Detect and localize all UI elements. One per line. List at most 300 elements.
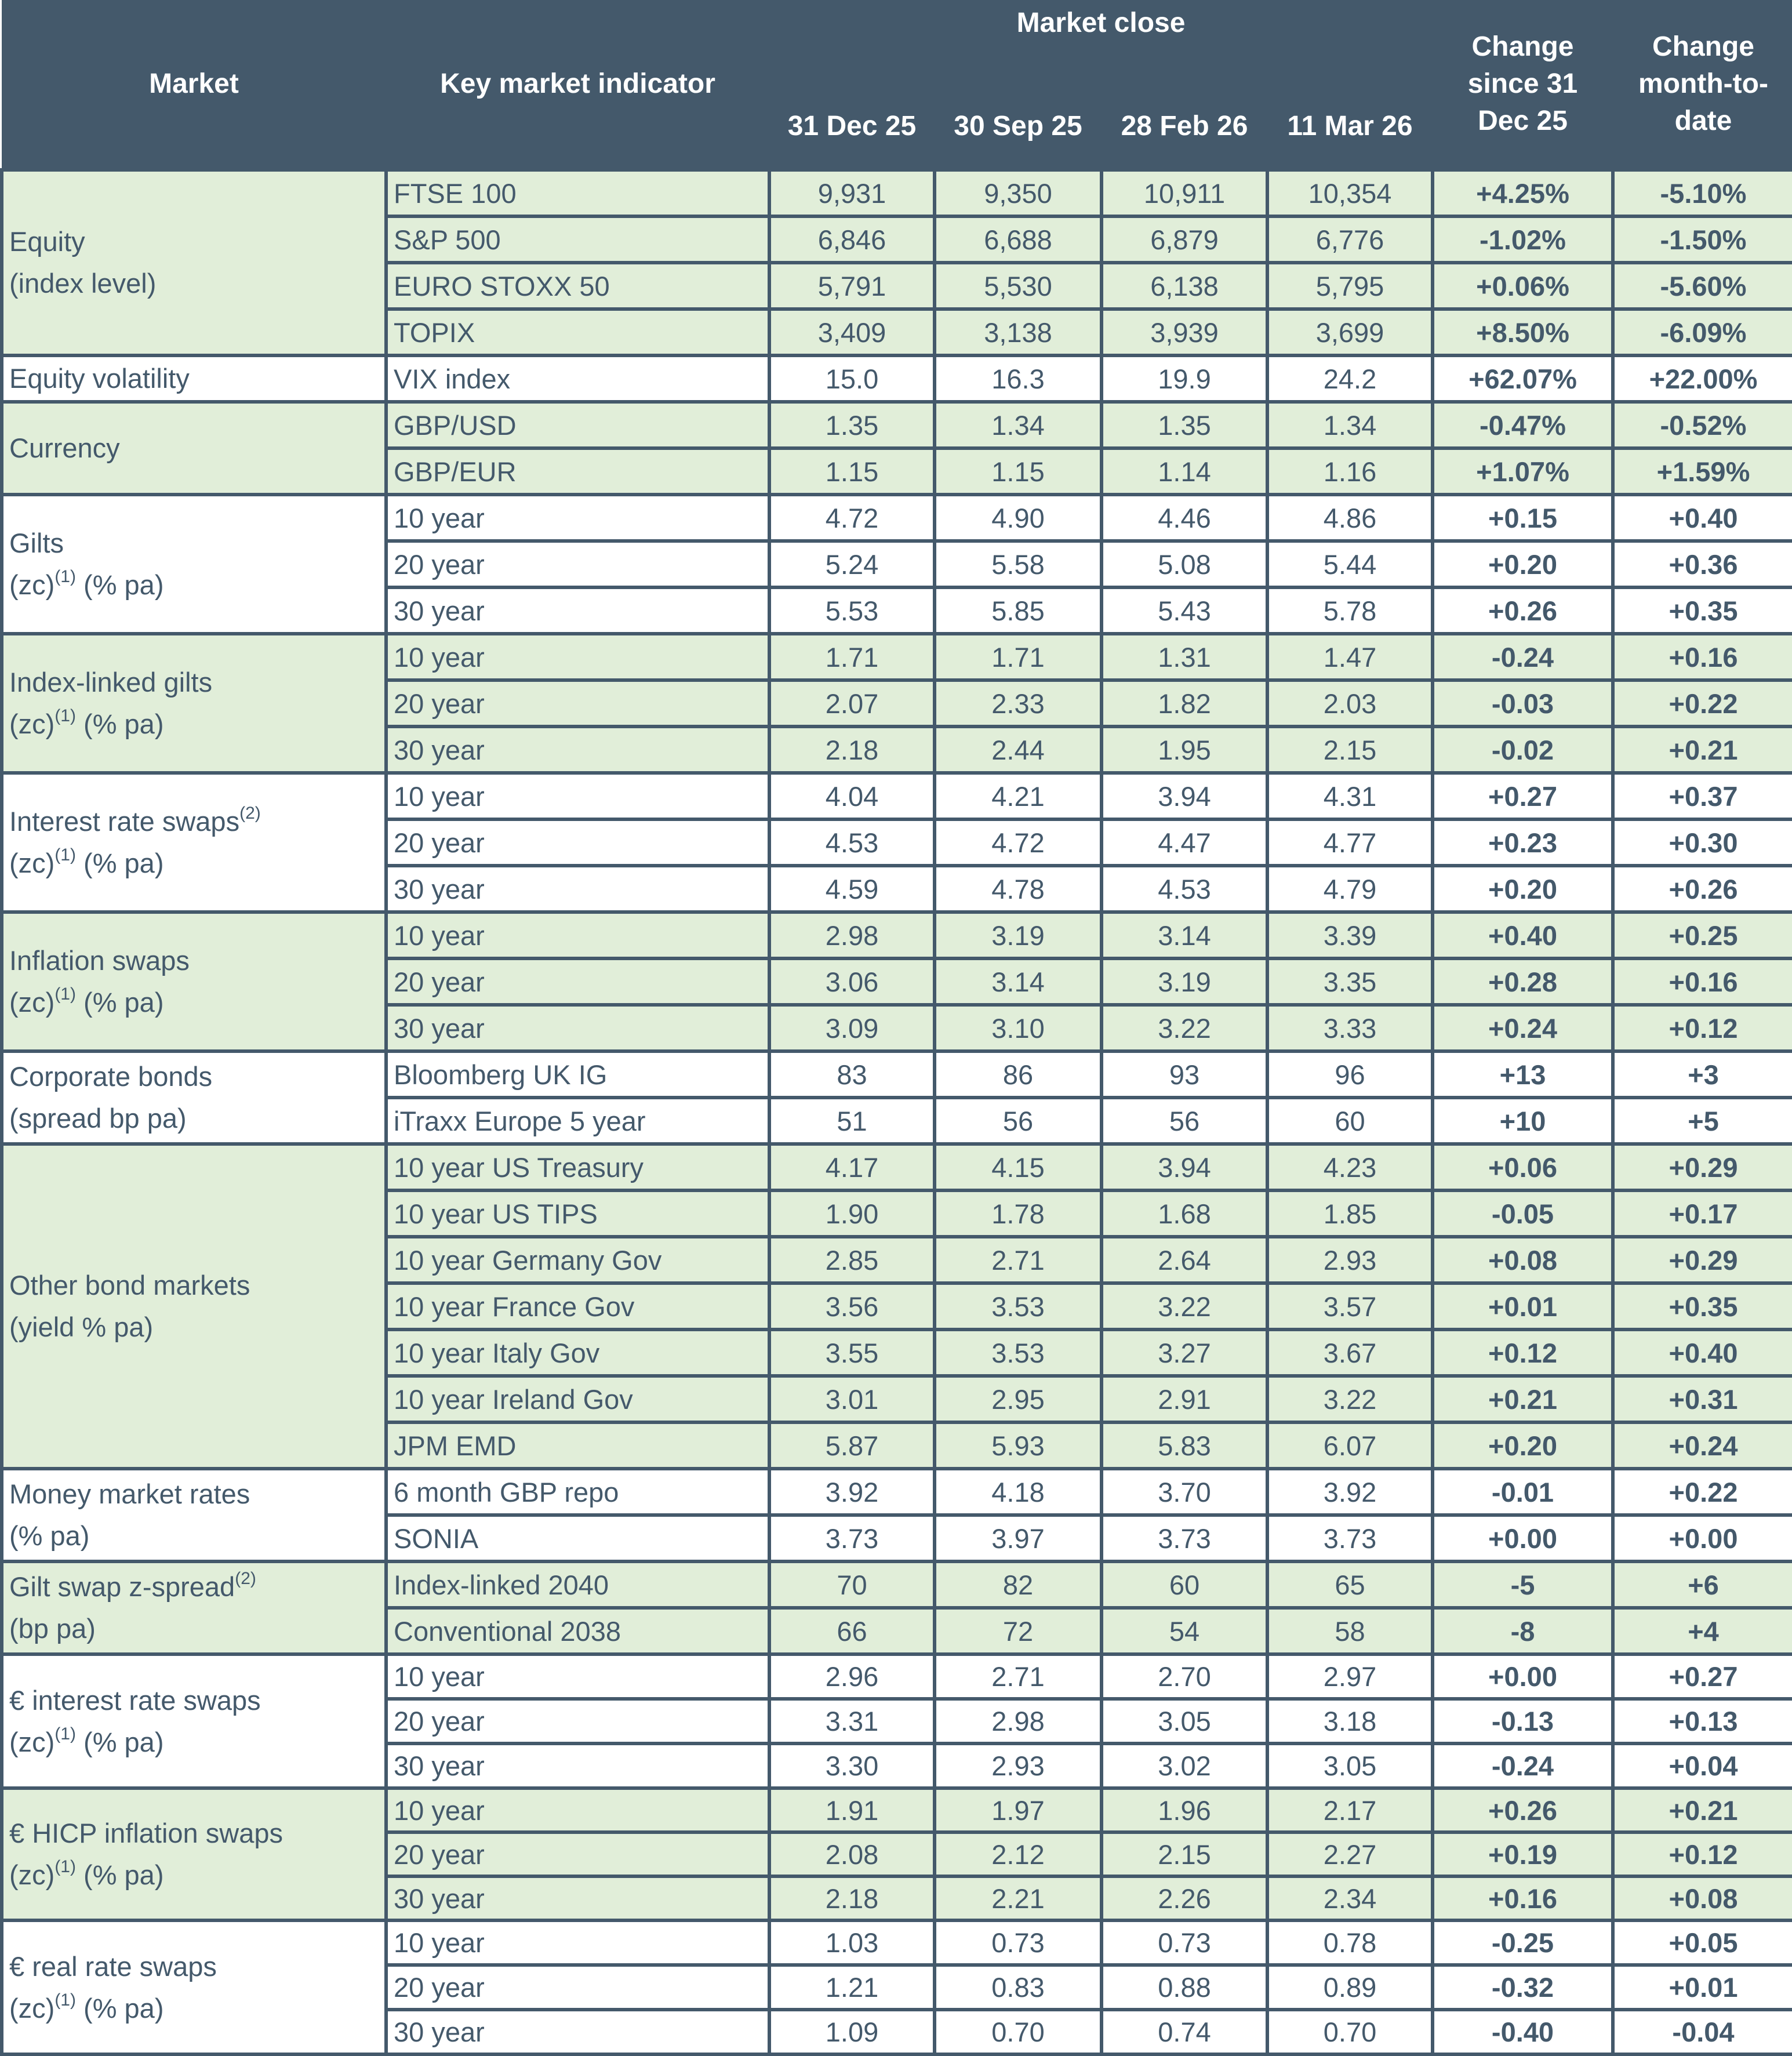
indicator-name: Bloomberg UK IG: [386, 1051, 769, 1098]
change-since-value: +0.16: [1433, 1876, 1613, 1920]
market-close-value: 2.07: [769, 680, 935, 726]
market-close-value: 4.18: [935, 1469, 1102, 1515]
indicator-name: 6 month GBP repo: [386, 1469, 769, 1515]
market-close-value: 6.07: [1267, 1422, 1433, 1469]
market-name: Equity volatility: [9, 363, 190, 394]
market-close-value: 19.9: [1102, 355, 1267, 402]
indicator-name: TOPIX: [386, 309, 769, 355]
header-date-30-sep-25: 30 Sep 25: [935, 51, 1102, 170]
market-label: [2, 495, 386, 634]
indicator-name: Conventional 2038: [386, 1608, 769, 1654]
market-name: Gilts: [9, 528, 64, 558]
market-unit-suffix: (% pa): [75, 848, 164, 878]
market-unit: (zc): [9, 569, 55, 600]
indicator-name: GBP/EUR: [386, 448, 769, 495]
market-label: [2, 1144, 386, 1469]
change-since-value: +0.15: [1433, 495, 1613, 541]
indicator-name: 20 year: [386, 1699, 769, 1743]
change-since-value: -0.40: [1433, 2010, 1613, 2054]
market-close-value: 5.43: [1102, 587, 1267, 634]
market-close-value: 1.21: [769, 1965, 935, 2010]
change-since-value: +0.28: [1433, 958, 1613, 1005]
market-close-value: 3.02: [1102, 1743, 1267, 1788]
market-close-value: 4.47: [1102, 819, 1267, 866]
header-date-31-dec-25: 31 Dec 25: [769, 51, 935, 170]
market-close-value: 2.15: [1102, 1832, 1267, 1876]
change-since-value: -0.05: [1433, 1190, 1613, 1237]
change-since-value: -0.03: [1433, 680, 1613, 726]
market-label: [2, 402, 386, 495]
market-close-value: 24.2: [1267, 355, 1433, 402]
indicator-name: 20 year: [386, 1965, 769, 2010]
change-mtd-value: +0.05: [1613, 1920, 1792, 1965]
change-mtd-value: +0.16: [1613, 958, 1792, 1005]
change-since-value: +0.20: [1433, 541, 1613, 587]
market-name: € interest rate swaps: [9, 1684, 261, 1716]
market-close-value: 6,879: [1102, 216, 1267, 263]
change-since-value: +0.26: [1433, 587, 1613, 634]
change-since-value: +0.40: [1433, 912, 1613, 958]
table-row: [2, 634, 1792, 680]
market-name: Index-linked gilts: [9, 667, 213, 698]
market-close-value: 4.53: [1102, 866, 1267, 912]
market-close-value: 1.97: [935, 1788, 1102, 1832]
change-mtd-value: +0.16: [1613, 634, 1792, 680]
market-close-value: 2.12: [935, 1832, 1102, 1876]
market-close-value: 9,350: [935, 170, 1102, 216]
market-close-value: 4.23: [1267, 1144, 1433, 1190]
indicator-name: 20 year: [386, 541, 769, 587]
market-close-value: 3.92: [769, 1469, 935, 1515]
market-close-value: 3.73: [1102, 1515, 1267, 1561]
change-mtd-value: +0.24: [1613, 1422, 1792, 1469]
footnote-marker: (1): [54, 985, 76, 1004]
market-close-value: 51: [769, 1098, 935, 1144]
market-close-value: 5.53: [769, 587, 935, 634]
market-unit-suffix: (% pa): [75, 987, 164, 1018]
indicator-name: 30 year: [386, 866, 769, 912]
market-close-value: 6,776: [1267, 216, 1433, 263]
change-since-value: -0.24: [1433, 634, 1613, 680]
market-close-value: 4.31: [1267, 773, 1433, 819]
market-close-value: 3.01: [769, 1376, 935, 1422]
market-close-value: 72: [935, 1608, 1102, 1654]
change-mtd-value: +0.21: [1613, 1788, 1792, 1832]
indicator-name: FTSE 100: [386, 170, 769, 216]
market-close-value: 0.88: [1102, 1965, 1267, 2010]
change-mtd-value: +0.04: [1613, 1743, 1792, 1788]
market-close-value: 1.91: [769, 1788, 935, 1832]
change-mtd-value: +0.21: [1613, 726, 1792, 773]
market-close-value: 4.53: [769, 819, 935, 866]
table-row: [2, 773, 1792, 819]
change-since-value: -0.32: [1433, 1965, 1613, 2010]
change-mtd-value: -5.60%: [1613, 263, 1792, 309]
market-close-value: 1.03: [769, 1920, 935, 1965]
market-close-value: 3.39: [1267, 912, 1433, 958]
market-close-value: 1.16: [1267, 448, 1433, 495]
change-mtd-value: +5: [1613, 1098, 1792, 1144]
market-close-value: 54: [1102, 1608, 1267, 1654]
change-mtd-value: +0.26: [1613, 866, 1792, 912]
change-since-value: +0.21: [1433, 1376, 1613, 1422]
market-close-value: 60: [1102, 1561, 1267, 1608]
change-mtd-value: +0.30: [1613, 819, 1792, 866]
change-mtd-value: +0.31: [1613, 1376, 1792, 1422]
market-close-value: 4.17: [769, 1144, 935, 1190]
market-close-value: 6,688: [935, 216, 1102, 263]
change-mtd-value: +0.17: [1613, 1190, 1792, 1237]
market-name: Gilt swap z-spread: [9, 1571, 235, 1602]
change-since-value: -0.47%: [1433, 402, 1613, 448]
change-mtd-value: +0.00: [1613, 1515, 1792, 1561]
market-close-value: 2.08: [769, 1832, 935, 1876]
table-row: [2, 1144, 1792, 1190]
market-close-value: 0.89: [1267, 1965, 1433, 2010]
market-unit-suffix: (% pa): [75, 1726, 164, 1757]
indicator-name: 20 year: [386, 680, 769, 726]
table-row: [2, 170, 1792, 216]
indicator-name: Index-linked 2040: [386, 1561, 769, 1608]
market-close-value: 4.46: [1102, 495, 1267, 541]
change-since-value: +0.12: [1433, 1330, 1613, 1376]
table-row: [2, 355, 1792, 402]
market-close-value: 3.35: [1267, 958, 1433, 1005]
market-close-value: 4.90: [935, 495, 1102, 541]
table-row: [2, 1051, 1792, 1098]
market-close-value: 1.78: [935, 1190, 1102, 1237]
market-close-value: 60: [1267, 1098, 1433, 1144]
change-mtd-value: -1.50%: [1613, 216, 1792, 263]
change-mtd-value: +0.29: [1613, 1237, 1792, 1283]
indicator-name: 10 year France Gov: [386, 1283, 769, 1330]
market-close-value: 1.96: [1102, 1788, 1267, 1832]
change-mtd-value: +0.08: [1613, 1876, 1792, 1920]
table-row: [2, 495, 1792, 541]
market-name: Interest rate swaps: [9, 806, 240, 837]
change-mtd-value: -0.04: [1613, 2010, 1792, 2054]
change-mtd-value: +0.40: [1613, 1330, 1792, 1376]
market-name: Inflation swaps: [9, 945, 190, 976]
change-since-value: +62.07%: [1433, 355, 1613, 402]
market-close-value: 3.09: [769, 1005, 935, 1051]
indicator-name: 10 year: [386, 634, 769, 680]
market-close-value: 3.27: [1102, 1330, 1267, 1376]
indicator-name: 20 year: [386, 819, 769, 866]
indicator-name: 30 year: [386, 2010, 769, 2054]
market-close-value: 3.94: [1102, 1144, 1267, 1190]
market-close-value: 3,138: [935, 309, 1102, 355]
change-mtd-value: +0.37: [1613, 773, 1792, 819]
market-close-value: 1.68: [1102, 1190, 1267, 1237]
footnote-marker: (1): [54, 1857, 76, 1877]
market-close-value: 3.22: [1102, 1283, 1267, 1330]
market-close-value: 2.93: [935, 1743, 1102, 1788]
market-close-value: 2.96: [769, 1654, 935, 1699]
market-close-value: 5,795: [1267, 263, 1433, 309]
market-close-value: 2.70: [1102, 1654, 1267, 1699]
market-close-value: 1.09: [769, 2010, 935, 2054]
market-close-value: 1.71: [935, 634, 1102, 680]
header-market-close: Market close: [769, 0, 1433, 51]
market-close-value: 3.14: [935, 958, 1102, 1005]
market-close-value: 2.18: [769, 726, 935, 773]
market-close-value: 2.93: [1267, 1237, 1433, 1283]
market-close-value: 96: [1267, 1051, 1433, 1098]
market-label: [2, 1788, 386, 1920]
market-close-value: 2.34: [1267, 1876, 1433, 1920]
market-close-value: 4.04: [769, 773, 935, 819]
market-close-value: 1.15: [769, 448, 935, 495]
change-mtd-value: -5.10%: [1613, 170, 1792, 216]
market-close-value: 3.53: [935, 1283, 1102, 1330]
market-close-value: 0.73: [1102, 1920, 1267, 1965]
market-name: € HICP inflation swaps: [9, 1818, 283, 1848]
change-since-value: +8.50%: [1433, 309, 1613, 355]
market-close-value: 0.73: [935, 1920, 1102, 1965]
market-label: [2, 1469, 386, 1561]
header-change-since-31-dec-25: Change since 31 Dec 25: [1433, 0, 1613, 170]
market-close-value: 3.31: [769, 1699, 935, 1743]
market-close-value: 2.18: [769, 1876, 935, 1920]
footnote-marker: (1): [54, 845, 76, 865]
change-since-value: +10: [1433, 1098, 1613, 1144]
indicator-name: 10 year US Treasury: [386, 1144, 769, 1190]
market-close-value: 58: [1267, 1608, 1433, 1654]
market-close-value: 3.97: [935, 1515, 1102, 1561]
market-close-value: 0.78: [1267, 1920, 1433, 1965]
change-since-value: -0.13: [1433, 1699, 1613, 1743]
market-close-value: 2.97: [1267, 1654, 1433, 1699]
change-mtd-value: +0.22: [1613, 680, 1792, 726]
market-unit: (zc): [9, 709, 55, 739]
change-mtd-value: +0.25: [1613, 912, 1792, 958]
market-close-value: 5.85: [935, 587, 1102, 634]
market-close-value: 1.35: [1102, 402, 1267, 448]
indicator-name: 10 year: [386, 912, 769, 958]
market-unit-suffix: (% pa): [75, 709, 164, 739]
header-date-28-feb-26: 28 Feb 26: [1102, 51, 1267, 170]
change-mtd-value: +0.01: [1613, 1965, 1792, 2010]
market-close-value: 1.47: [1267, 634, 1433, 680]
market-unit: (zc): [9, 848, 55, 878]
market-label: [2, 1561, 386, 1654]
change-since-value: +0.00: [1433, 1654, 1613, 1699]
market-close-value: 3.22: [1267, 1376, 1433, 1422]
market-close-value: 1.35: [769, 402, 935, 448]
change-since-value: +0.06%: [1433, 263, 1613, 309]
market-unit: (index level): [9, 268, 157, 299]
market-close-value: 2.64: [1102, 1237, 1267, 1283]
market-close-value: 65: [1267, 1561, 1433, 1608]
market-close-value: 5.44: [1267, 541, 1433, 587]
market-close-value: 3.67: [1267, 1330, 1433, 1376]
indicator-name: 10 year Germany Gov: [386, 1237, 769, 1283]
change-mtd-value: +0.35: [1613, 1283, 1792, 1330]
market-close-value: 0.70: [935, 2010, 1102, 2054]
table-row: [2, 1788, 1792, 1832]
market-close-value: 3.33: [1267, 1005, 1433, 1051]
indicator-name: 10 year: [386, 495, 769, 541]
market-close-value: 3.14: [1102, 912, 1267, 958]
market-unit: (yield % pa): [9, 1312, 154, 1342]
market-close-value: 6,138: [1102, 263, 1267, 309]
change-since-value: +13: [1433, 1051, 1613, 1098]
change-mtd-value: +0.27: [1613, 1654, 1792, 1699]
market-close-value: 3.70: [1102, 1469, 1267, 1515]
market-close-value: 82: [935, 1561, 1102, 1608]
header-date-11-mar-26: 11 Mar 26: [1267, 51, 1433, 170]
market-close-value: 2.71: [935, 1654, 1102, 1699]
table-row: [2, 1920, 1792, 1965]
market-close-value: 3.05: [1102, 1699, 1267, 1743]
market-unit: (zc): [9, 987, 55, 1018]
market-name: Currency: [9, 433, 120, 463]
change-mtd-value: +0.36: [1613, 541, 1792, 587]
table-row: [2, 402, 1792, 448]
market-close-value: 4.15: [935, 1144, 1102, 1190]
market-close-value: 3,409: [769, 309, 935, 355]
market-close-value: 1.90: [769, 1190, 935, 1237]
change-since-value: -0.01: [1433, 1469, 1613, 1515]
market-close-value: 2.95: [935, 1376, 1102, 1422]
market-close-value: 56: [1102, 1098, 1267, 1144]
indicator-name: EURO STOXX 50: [386, 263, 769, 309]
indicator-name: 30 year: [386, 1005, 769, 1051]
market-close-value: 3.57: [1267, 1283, 1433, 1330]
market-unit-suffix: (% pa): [75, 1859, 164, 1890]
market-close-value: 2.21: [935, 1876, 1102, 1920]
market-name: Equity: [9, 226, 85, 257]
change-since-value: +0.19: [1433, 1832, 1613, 1876]
change-mtd-value: +0.13: [1613, 1699, 1792, 1743]
change-mtd-value: +0.12: [1613, 1832, 1792, 1876]
footnote-marker: (1): [54, 1724, 76, 1743]
market-close-value: 2.03: [1267, 680, 1433, 726]
market-unit: (zc): [9, 1726, 55, 1757]
footnote-marker: (2): [235, 1569, 256, 1589]
change-since-value: +0.20: [1433, 1422, 1613, 1469]
change-since-value: +4.25%: [1433, 170, 1613, 216]
table-row: [2, 1654, 1792, 1699]
market-unit: (zc): [9, 1859, 55, 1890]
market-close-value: 5.08: [1102, 541, 1267, 587]
change-mtd-value: +3: [1613, 1051, 1792, 1098]
market-close-value: 3.18: [1267, 1699, 1433, 1743]
footnote-marker: (2): [239, 804, 261, 823]
indicator-name: 10 year Italy Gov: [386, 1330, 769, 1376]
change-mtd-value: -6.09%: [1613, 309, 1792, 355]
market-unit: (bp pa): [9, 1613, 96, 1644]
market-close-value: 10,354: [1267, 170, 1433, 216]
market-close-value: 3.53: [935, 1330, 1102, 1376]
change-mtd-value: +0.35: [1613, 587, 1792, 634]
market-close-value: 9,931: [769, 170, 935, 216]
table-header: [2, 0, 1792, 170]
market-unit-suffix: (% pa): [75, 1992, 164, 2024]
indicator-name: S&P 500: [386, 216, 769, 263]
market-close-value: 3.19: [935, 912, 1102, 958]
market-label: [2, 634, 386, 773]
market-close-value: 2.26: [1102, 1876, 1267, 1920]
market-close-value: 3.05: [1267, 1743, 1433, 1788]
change-since-value: +1.07%: [1433, 448, 1613, 495]
table-body: [2, 170, 1792, 2054]
table-row: [2, 1469, 1792, 1515]
market-close-value: 1.71: [769, 634, 935, 680]
market-close-value: 10,911: [1102, 170, 1267, 216]
market-close-value: 70: [769, 1561, 935, 1608]
market-close-value: 93: [1102, 1051, 1267, 1098]
change-mtd-value: +0.22: [1613, 1469, 1792, 1515]
market-close-value: 2.33: [935, 680, 1102, 726]
market-close-value: 15.0: [769, 355, 935, 402]
market-close-value: 5.78: [1267, 587, 1433, 634]
change-mtd-value: +1.59%: [1613, 448, 1792, 495]
market-close-value: 16.3: [935, 355, 1102, 402]
indicator-name: 10 year: [386, 1654, 769, 1699]
indicator-name: 30 year: [386, 1743, 769, 1788]
change-mtd-value: +0.29: [1613, 1144, 1792, 1190]
footnote-marker: (1): [54, 1990, 76, 2010]
market-name: Money market rates: [9, 1479, 250, 1509]
change-since-value: +0.23: [1433, 819, 1613, 866]
indicator-name: 20 year: [386, 1832, 769, 1876]
indicator-name: 10 year Ireland Gov: [386, 1376, 769, 1422]
market-close-value: 66: [769, 1608, 935, 1654]
market-label: [2, 1920, 386, 2054]
market-close-value: 3.19: [1102, 958, 1267, 1005]
table-row: [2, 1561, 1792, 1608]
market-label: [2, 912, 386, 1051]
market-unit: (% pa): [9, 1520, 90, 1551]
market-close-value: 0.83: [935, 1965, 1102, 2010]
market-unit-suffix: (% pa): [75, 569, 164, 600]
market-close-value: 3,699: [1267, 309, 1433, 355]
market-close-value: 3.55: [769, 1330, 935, 1376]
change-mtd-value: +0.40: [1613, 495, 1792, 541]
market-close-value: 5.93: [935, 1422, 1102, 1469]
market-close-value: 2.98: [769, 912, 935, 958]
footnote-marker: (1): [54, 567, 76, 587]
change-since-value: +0.24: [1433, 1005, 1613, 1051]
market-unit: (spread bp pa): [9, 1103, 187, 1134]
market-label: [2, 1051, 386, 1144]
indicator-name: iTraxx Europe 5 year: [386, 1098, 769, 1144]
market-close-value: 3.06: [769, 958, 935, 1005]
header-change-month-to-date: Change month-to-date: [1613, 0, 1792, 170]
change-since-value: +0.08: [1433, 1237, 1613, 1283]
market-close-value: 4.59: [769, 866, 935, 912]
change-mtd-value: +6: [1613, 1561, 1792, 1608]
market-close-value: 3.94: [1102, 773, 1267, 819]
market-close-value: 0.74: [1102, 2010, 1267, 2054]
indicator-name: 10 year US TIPS: [386, 1190, 769, 1237]
market-close-value: 4.72: [935, 819, 1102, 866]
change-since-value: +0.00: [1433, 1515, 1613, 1561]
indicator-name: 10 year: [386, 1920, 769, 1965]
market-close-value: 1.14: [1102, 448, 1267, 495]
indicator-name: 30 year: [386, 726, 769, 773]
market-close-value: 2.15: [1267, 726, 1433, 773]
market-close-value: 2.44: [935, 726, 1102, 773]
market-close-value: 5.87: [769, 1422, 935, 1469]
market-close-value: 2.17: [1267, 1788, 1433, 1832]
market-close-value: 1.31: [1102, 634, 1267, 680]
market-close-value: 1.34: [935, 402, 1102, 448]
market-close-value: 0.70: [1267, 2010, 1433, 2054]
change-since-value: -1.02%: [1433, 216, 1613, 263]
